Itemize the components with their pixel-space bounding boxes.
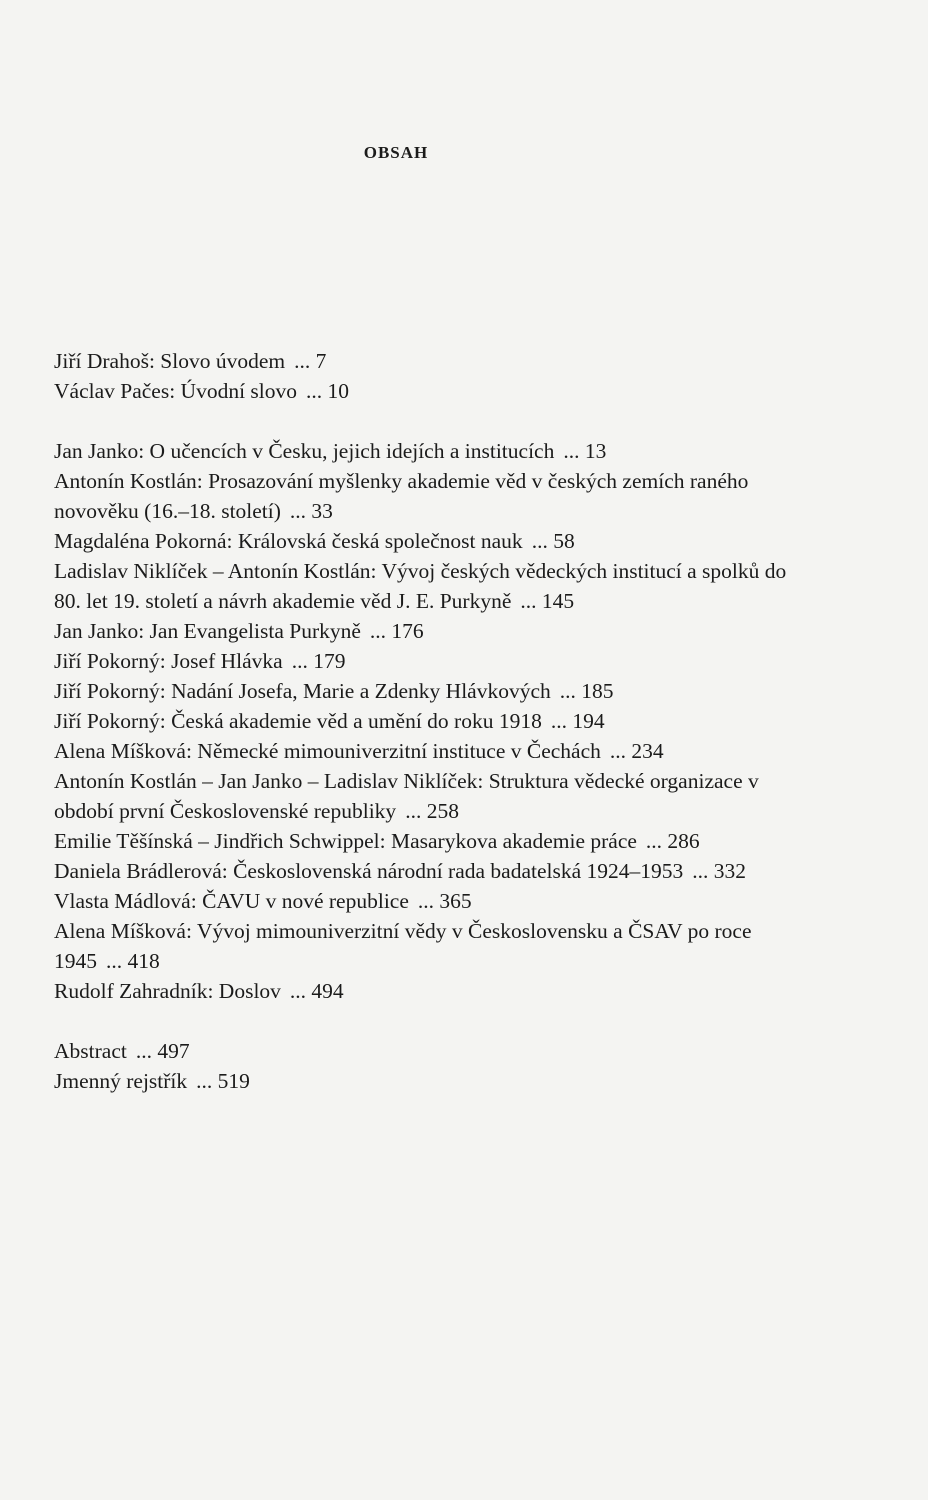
toc-entry-page: ... 10: [306, 379, 350, 403]
toc-group-appendix: [54, 1036, 794, 1096]
toc-entry-page: ... 365: [417, 889, 472, 913]
toc-entry-title: Jiří Pokorný: Nadání Josefa, Marie a Zdenky Hlávkových: [54, 679, 551, 703]
toc-entry: [54, 1036, 794, 1066]
toc-entry-page: ... 497: [135, 1039, 190, 1063]
toc-entry: [54, 556, 794, 616]
toc-entry: [54, 436, 794, 466]
toc-entry-title: Alena Míšková: Německé mimouniverzitní instituce v Čechách: [54, 739, 601, 763]
toc-entry-page: ... 258: [405, 799, 459, 823]
toc-entry-page: ... 332: [692, 859, 747, 883]
toc-entry-page: ... 185: [559, 679, 614, 703]
toc-entry-title: Emilie Těšínská – Jindřich Schwippel: Masarykova akademie práce: [54, 829, 637, 853]
toc-entry-title: Ladislav Niklíček – Antonín Kostlán: Vývoj českých vědeckých institucí a spolků do 80. let 19. století a návrh akademie věd J. E. Purkyně: [54, 559, 787, 613]
toc-entry: [54, 526, 794, 556]
toc-entry-page: ... 194: [550, 709, 605, 733]
toc-entry: [54, 706, 794, 736]
toc-entry-page: ... 58: [531, 529, 575, 553]
toc-entry-page: ... 418: [106, 949, 160, 973]
toc-entry: [54, 736, 794, 766]
toc-entry-title: Daniela Brádlerová: Československá národní rada badatelská 1924–1953: [54, 859, 684, 883]
toc-entry-title: Vlasta Mádlová: ČAVU v nové republice: [54, 889, 409, 913]
toc-group-forewords: [54, 346, 794, 406]
toc-entry: [54, 886, 794, 916]
toc-entry-page: ... 234: [609, 739, 664, 763]
toc-entry-title: Antonín Kostlán – Jan Janko – Ladislav Niklíček: Struktura vědecké organizace v období první Československé republiky: [54, 769, 759, 823]
toc-entry: [54, 346, 794, 376]
toc-entry-page: ... 176: [369, 619, 424, 643]
toc-entry: [54, 1066, 794, 1096]
toc-entry: [54, 856, 794, 886]
toc-entry-page: ... 13: [563, 439, 607, 463]
toc-entry-page: ... 286: [645, 829, 700, 853]
toc-entry-title: Jan Janko: Jan Evangelista Purkyně: [54, 619, 361, 643]
toc-entry-page: ... 494: [289, 979, 344, 1003]
toc-entry-title: Jiří Pokorný: Česká akademie věd a umění do roku 1918: [54, 709, 542, 733]
toc-entry-page: ... 519: [196, 1069, 250, 1093]
toc-entry-page: ... 33: [289, 499, 333, 523]
toc-entry-page: ... 145: [520, 589, 575, 613]
toc-entry: [54, 466, 794, 526]
toc-entry: [54, 646, 794, 676]
toc-entry-title: Jiří Pokorný: Josef Hlávka: [54, 649, 283, 673]
toc-entry: [54, 826, 794, 856]
toc-entry-title: Jan Janko: O učencích v Česku, jejich idejích a institucích: [54, 439, 555, 463]
toc-entry: [54, 916, 794, 976]
table-of-contents: [54, 346, 794, 1096]
toc-entry-title: Antonín Kostlán: Prosazování myšlenky akademie věd v českých zemích raného novověku (16.–18. století): [54, 469, 749, 523]
toc-entry-title: Jiří Drahoš: Slovo úvodem: [54, 349, 286, 373]
toc-entry-title: Abstract: [54, 1039, 127, 1063]
toc-entry: [54, 376, 794, 406]
toc-entry: [54, 676, 794, 706]
toc-entry: [54, 766, 794, 826]
toc-entry-title: Jmenný rejstřík: [54, 1069, 188, 1093]
toc-entry: [54, 616, 794, 646]
toc-entry-title: Alena Míšková: Vývoj mimouniverzitní vědy v Československu a ČSAV po roce 1945: [54, 919, 752, 973]
toc-group-chapters: [54, 436, 794, 1006]
toc-entry-title: Magdaléna Pokorná: Královská česká společnost nauk: [54, 529, 523, 553]
toc-entry-page: ... 7: [294, 349, 327, 373]
toc-entry-title: Rudolf Zahradník: Doslov: [54, 979, 281, 1003]
toc-entry-page: ... 179: [291, 649, 346, 673]
toc-entry: [54, 976, 794, 1006]
toc-entry-title: Václav Pačes: Úvodní slovo: [54, 379, 298, 403]
page-title: OBSAH: [363, 143, 429, 162]
